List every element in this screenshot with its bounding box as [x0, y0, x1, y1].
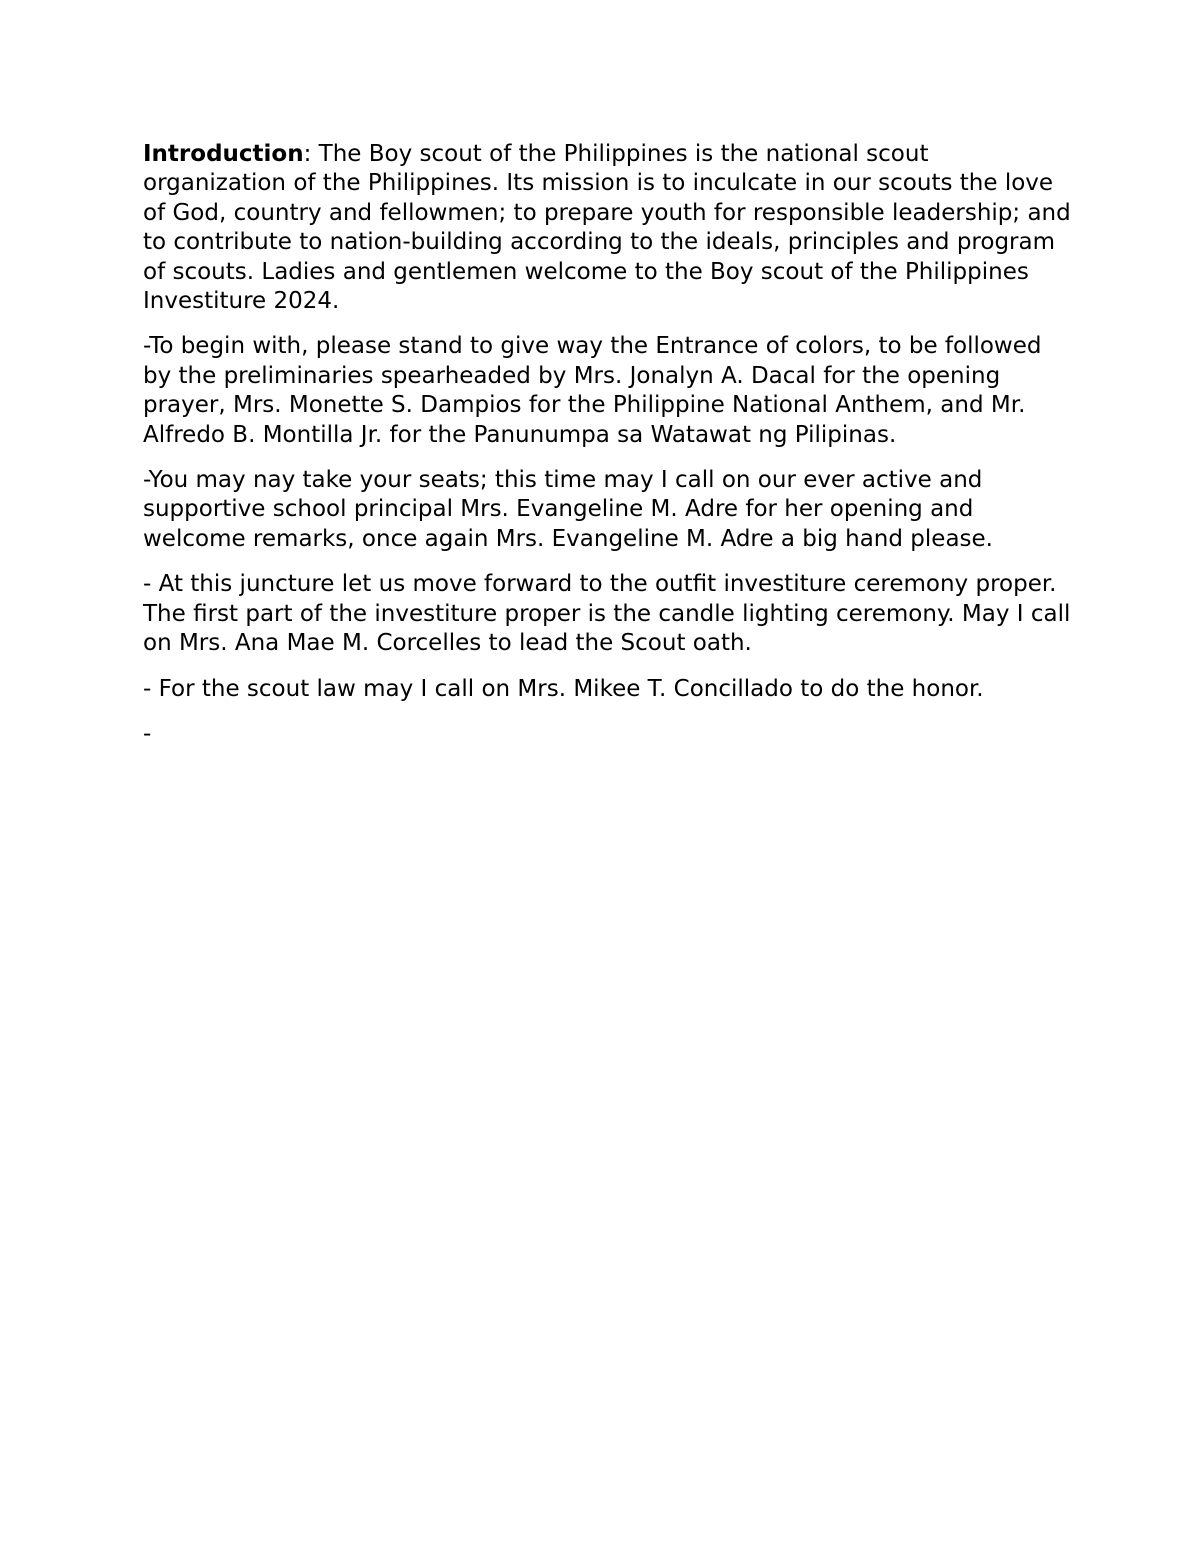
document-body: [143, 140, 1073, 765]
intro-heading: Introduction: [143, 141, 304, 167]
intro-paragraph: [143, 140, 1073, 316]
paragraph-opening-remarks: -You may nay take your seats; this time may I call on our ever active and supportive school principal Mrs. Evangeline M. Adre for her opening and welcome remarks, once again Mrs. Evangeline M. Adre a big hand please.: [143, 467, 993, 552]
paragraph-scout-law: - For the scout law may I call on Mrs. Mikee T. Concillado to do the honor.: [143, 675, 984, 702]
paragraph-trailing-dash: -: [143, 720, 152, 747]
paragraph-investiture-ceremony: - At this juncture let us move forward to the outfit investiture ceremony proper. The first part of the investiture proper is the candle lighting ceremony. May I call on Mrs. Ana Mae M. Corcelles to lead the Scout oath.: [143, 571, 1071, 657]
intro-text: : The Boy scout of the Philippines is the national scout organization of the Philippines. Its mission is to inculcate in our scouts the love of God, country and fellowmen; to prepare youth for responsible leadership; and to contribute to nation-building according to the ideals, principles and program of scouts. Ladies and gentlemen welcome to the Boy scout of the Philippines Investiture 2024.: [143, 141, 1071, 315]
paragraph-entrance-of-colors: -To begin with, please stand to give way the Entrance of colors, to be followed by the preliminaries spearheaded by Mrs. Jonalyn A. Dacal for the opening prayer, Mrs. Monette S. Dampios for the Philippine National Anthem, and Mr. Alfredo B. Montilla Jr. for the Panunumpa sa Watawat ng Pilipinas.: [143, 333, 1042, 448]
